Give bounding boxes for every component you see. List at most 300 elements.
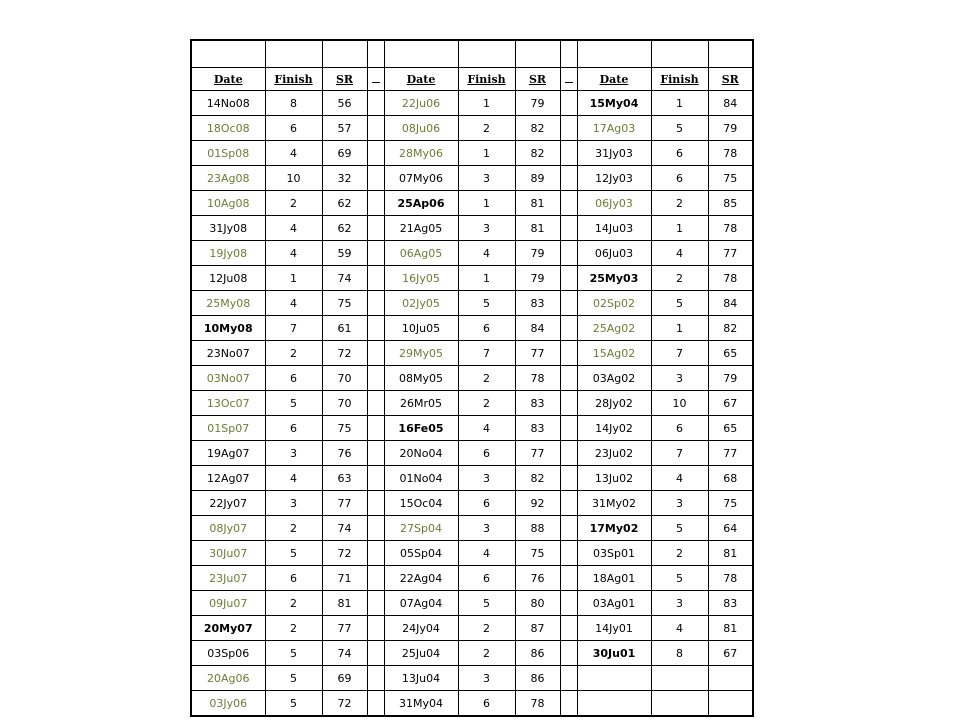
sr-cell: 76 [322,441,367,466]
gap-cell [367,491,384,516]
gap-cell [560,466,577,491]
gap-cell [367,641,384,666]
gap-cell [560,266,577,291]
sr-cell: 69 [322,666,367,691]
gap-cell [560,141,577,166]
finish-cell: 8 [651,641,708,666]
sr-cell: 62 [322,216,367,241]
date-cell: 14Ju03 [577,216,651,241]
header-sr: SR [322,68,367,91]
empty-cell [191,40,265,68]
date-cell: 07My06 [384,166,458,191]
sr-cell: 65 [708,341,753,366]
date-cell: 23No07 [191,341,265,366]
date-cell: 05Sp04 [384,541,458,566]
sr-cell: 79 [515,241,560,266]
date-cell: 06Ag05 [384,241,458,266]
date-cell: 01Sp08 [191,141,265,166]
table-row [191,491,753,516]
finish-cell: 5 [265,391,322,416]
finish-cell: 6 [458,316,515,341]
finish-cell: 6 [651,166,708,191]
finish-cell: 3 [651,591,708,616]
sr-cell: 82 [515,116,560,141]
empty-cell [651,40,708,68]
date-cell: 31Jy08 [191,216,265,241]
gap-cell [560,691,577,717]
date-cell: 08Jy07 [191,516,265,541]
date-cell: 06Ju03 [577,241,651,266]
gap-cell [560,416,577,441]
sr-cell: 74 [322,641,367,666]
finish-cell: 4 [458,416,515,441]
finish-cell: 7 [458,341,515,366]
date-cell: 30Ju01 [577,641,651,666]
date-cell: 14No08 [191,91,265,116]
finish-cell: 6 [651,416,708,441]
date-cell: 27Sp04 [384,516,458,541]
date-cell: 12Ag07 [191,466,265,491]
finish-cell: 1 [651,216,708,241]
finish-cell: 7 [265,316,322,341]
sr-cell: 72 [322,341,367,366]
sr-cell: 83 [708,591,753,616]
date-cell: 31My02 [577,491,651,516]
date-cell: 10My08 [191,316,265,341]
sr-cell: 83 [515,416,560,441]
gap-cell [560,91,577,116]
gap-cell [367,91,384,116]
header-date: Date [384,68,458,91]
date-cell: 22Ju06 [384,91,458,116]
gap-cell [367,441,384,466]
date-cell: 16Jy05 [384,266,458,291]
date-cell: 21Ag05 [384,216,458,241]
date-cell: 26Mr05 [384,391,458,416]
finish-cell: 2 [458,116,515,141]
finish-cell: 5 [265,641,322,666]
date-cell: 23Ju07 [191,566,265,591]
date-cell: 08Ju06 [384,116,458,141]
finish-cell: 1 [458,91,515,116]
finish-cell: 4 [651,466,708,491]
sr-cell: 86 [515,641,560,666]
sr-cell: 72 [322,541,367,566]
table-row [191,591,753,616]
finish-cell: 2 [651,266,708,291]
sr-cell: 69 [322,141,367,166]
gap-cell [367,566,384,591]
table-row [191,241,753,266]
gap-cell [560,591,577,616]
date-cell: 25Ju04 [384,641,458,666]
table-row [191,316,753,341]
finish-cell: 5 [651,516,708,541]
date-cell: 22Ag04 [384,566,458,591]
date-cell: 14Jy02 [577,416,651,441]
sr-cell: 75 [515,541,560,566]
finish-cell: 3 [458,166,515,191]
date-cell: 03Sp06 [191,641,265,666]
finish-cell: 1 [651,91,708,116]
finish-cell [651,691,708,717]
finish-cell: 8 [265,91,322,116]
date-cell: 28Jy02 [577,391,651,416]
header-finish: Finish [265,68,322,91]
sr-cell: 70 [322,366,367,391]
table-row [191,691,753,717]
sr-cell: 80 [515,591,560,616]
finish-cell: 2 [651,541,708,566]
gap-cell [560,191,577,216]
sr-cell: 78 [708,216,753,241]
gap-cell [367,666,384,691]
sr-cell: 81 [322,591,367,616]
gap-cell [560,241,577,266]
sr-cell: 79 [708,366,753,391]
sr-cell: 70 [322,391,367,416]
sr-cell: 81 [708,616,753,641]
gap-cell [367,166,384,191]
date-cell: 25Ag02 [577,316,651,341]
empty-cell [367,40,384,68]
finish-cell: 2 [458,366,515,391]
date-cell: 30Ju07 [191,541,265,566]
date-cell: 09Ju07 [191,591,265,616]
table-row [191,366,753,391]
header-sr: SR [515,68,560,91]
date-cell: 20Ag06 [191,666,265,691]
date-cell: 12Jy03 [577,166,651,191]
date-cell: 15Ag02 [577,341,651,366]
date-cell: 02Jy05 [384,291,458,316]
gap-cell [367,291,384,316]
sr-cell: 83 [515,291,560,316]
finish-cell: 5 [265,691,322,717]
table-row [191,91,753,116]
table-row [191,116,753,141]
sr-cell: 84 [708,91,753,116]
date-cell: 07Ag04 [384,591,458,616]
finish-cell: 4 [265,241,322,266]
date-cell: 03Ag02 [577,366,651,391]
date-cell: 29My05 [384,341,458,366]
date-cell: 13Ju04 [384,666,458,691]
sr-cell: 67 [708,641,753,666]
empty-cell [265,40,322,68]
date-cell: 31My04 [384,691,458,717]
empty-cell [458,40,515,68]
finish-cell: 6 [458,491,515,516]
gap-cell [367,541,384,566]
gap-cell [367,466,384,491]
date-cell: 06Jy03 [577,191,651,216]
sr-cell: 84 [515,316,560,341]
empty-cell [384,40,458,68]
sr-cell: 63 [322,466,367,491]
sr-cell: 78 [515,691,560,717]
date-cell: 25Ap06 [384,191,458,216]
sr-cell: 32 [322,166,367,191]
header-row [191,68,753,91]
table-row [191,516,753,541]
gap-cell [560,216,577,241]
gap-cell [367,391,384,416]
sr-cell: 87 [515,616,560,641]
gap-cell [560,366,577,391]
finish-cell: 2 [265,191,322,216]
gap-cell [560,566,577,591]
sr-cell: 78 [515,366,560,391]
table-row [191,616,753,641]
finish-cell: 7 [651,441,708,466]
date-cell: 03No07 [191,366,265,391]
sr-cell: 78 [708,566,753,591]
finish-cell: 2 [265,591,322,616]
sr-cell: 78 [708,141,753,166]
race-results-table [190,39,754,717]
sr-cell: 75 [708,491,753,516]
gap-cell [367,691,384,717]
sr-cell [708,691,753,717]
date-cell: 19Jy08 [191,241,265,266]
gap-cell [367,416,384,441]
table-row [191,166,753,191]
sr-cell: 77 [515,441,560,466]
date-cell: 08My05 [384,366,458,391]
sr-cell: 77 [322,491,367,516]
finish-cell: 3 [458,666,515,691]
date-cell: 20My07 [191,616,265,641]
finish-cell: 1 [458,141,515,166]
table-row [191,541,753,566]
gap-cell [367,591,384,616]
header-finish: Finish [651,68,708,91]
finish-cell: 5 [265,541,322,566]
date-cell: 20No04 [384,441,458,466]
date-cell: 10Ag08 [191,191,265,216]
finish-cell: 1 [651,316,708,341]
sr-cell: 64 [708,516,753,541]
date-cell: 23Ag08 [191,166,265,191]
table-row [191,441,753,466]
date-cell: 22Jy07 [191,491,265,516]
empty-cell [577,40,651,68]
finish-cell: 5 [651,116,708,141]
finish-cell: 4 [265,291,322,316]
gap-cell [560,641,577,666]
sr-cell: 59 [322,241,367,266]
table-row [191,291,753,316]
date-cell: 28My06 [384,141,458,166]
sr-cell: 83 [515,391,560,416]
date-cell: 13Ju02 [577,466,651,491]
table-row [191,416,753,441]
finish-cell: 6 [458,441,515,466]
finish-cell: 3 [265,441,322,466]
sr-cell: 61 [322,316,367,341]
date-cell: 17My02 [577,516,651,541]
finish-cell: 10 [265,166,322,191]
gap-cell [560,616,577,641]
finish-cell: 6 [265,416,322,441]
date-cell: 01Sp07 [191,416,265,441]
sr-cell: 88 [515,516,560,541]
gap-cell [560,316,577,341]
finish-cell: 2 [651,191,708,216]
finish-cell: 3 [458,516,515,541]
date-cell: 24Jy04 [384,616,458,641]
sr-cell: 75 [322,291,367,316]
finish-cell: 2 [265,616,322,641]
finish-cell: 3 [458,466,515,491]
sr-cell: 79 [515,266,560,291]
finish-cell: 3 [651,491,708,516]
date-cell: 18Oc08 [191,116,265,141]
finish-cell: 7 [651,341,708,366]
sr-cell: 84 [708,291,753,316]
sr-cell: 77 [322,616,367,641]
date-cell: 16Fe05 [384,416,458,441]
table-body [191,40,753,716]
sr-cell: 81 [708,541,753,566]
finish-cell: 4 [651,241,708,266]
gap-cell [367,241,384,266]
finish-cell: 5 [651,291,708,316]
gap-cell [560,541,577,566]
sr-cell [708,666,753,691]
date-cell: 18Ag01 [577,566,651,591]
finish-cell: 3 [651,366,708,391]
sr-cell: 82 [708,316,753,341]
sr-cell: 77 [515,341,560,366]
finish-cell: 6 [458,566,515,591]
sr-cell: 86 [515,666,560,691]
gap-cell [367,341,384,366]
finish-cell: 5 [458,591,515,616]
finish-cell: 5 [458,291,515,316]
sr-cell: 81 [515,191,560,216]
gap-cell [367,266,384,291]
finish-cell [651,666,708,691]
gap-cell [367,366,384,391]
date-cell: 19Ag07 [191,441,265,466]
gap-cell [367,68,384,91]
date-cell: 31Jy03 [577,141,651,166]
date-cell: 15Oc04 [384,491,458,516]
table-row [191,341,753,366]
date-cell: 03Ag01 [577,591,651,616]
gap-cell [560,68,577,91]
gap-cell [560,491,577,516]
finish-cell: 6 [265,566,322,591]
sr-cell: 74 [322,516,367,541]
header-date: Date [191,68,265,91]
date-cell: 14Jy01 [577,616,651,641]
finish-cell: 2 [458,641,515,666]
date-cell: 03Sp01 [577,541,651,566]
header-finish: Finish [458,68,515,91]
sr-cell: 76 [515,566,560,591]
finish-cell: 1 [458,191,515,216]
gap-cell [560,516,577,541]
sr-cell: 57 [322,116,367,141]
empty-cell [560,40,577,68]
sr-cell: 92 [515,491,560,516]
table-row [191,566,753,591]
finish-cell: 6 [651,141,708,166]
table-row [191,391,753,416]
finish-cell: 6 [265,366,322,391]
finish-cell: 4 [458,541,515,566]
gap-cell [560,666,577,691]
finish-cell: 4 [458,241,515,266]
gap-cell [560,441,577,466]
finish-cell: 10 [651,391,708,416]
table-row [191,466,753,491]
date-cell: 23Ju02 [577,441,651,466]
gap-cell [560,291,577,316]
finish-cell: 4 [265,466,322,491]
gap-cell [560,116,577,141]
date-cell: 02Sp02 [577,291,651,316]
date-cell: 12Ju08 [191,266,265,291]
sr-cell: 67 [708,391,753,416]
sr-cell: 89 [515,166,560,191]
date-cell [577,666,651,691]
date-cell [577,691,651,717]
finish-cell: 2 [265,341,322,366]
date-cell: 03Jy06 [191,691,265,717]
finish-cell: 3 [458,216,515,241]
gap-cell [367,216,384,241]
gap-cell [560,391,577,416]
header-date: Date [577,68,651,91]
date-cell: 10Ju05 [384,316,458,341]
finish-cell: 6 [458,691,515,717]
date-cell: 17Ag03 [577,116,651,141]
sr-cell: 62 [322,191,367,216]
finish-cell: 6 [265,116,322,141]
finish-cell: 2 [458,616,515,641]
blank-top-row [191,40,753,68]
empty-cell [322,40,367,68]
finish-cell: 4 [651,616,708,641]
finish-cell: 5 [265,666,322,691]
table-row [191,641,753,666]
table-row [191,216,753,241]
gap-cell [367,141,384,166]
sr-cell: 82 [515,141,560,166]
gap-cell [560,166,577,191]
gap-cell [367,116,384,141]
header-sr: SR [708,68,753,91]
finish-cell: 1 [265,266,322,291]
finish-cell: 4 [265,216,322,241]
finish-cell: 3 [265,491,322,516]
gap-cell [367,516,384,541]
sr-cell: 74 [322,266,367,291]
sr-cell: 79 [515,91,560,116]
date-cell: 01No04 [384,466,458,491]
gap-cell [367,191,384,216]
finish-cell: 2 [265,516,322,541]
sr-cell: 77 [708,241,753,266]
date-cell: 13Oc07 [191,391,265,416]
sr-cell: 78 [708,266,753,291]
sr-cell: 68 [708,466,753,491]
table-row [191,141,753,166]
